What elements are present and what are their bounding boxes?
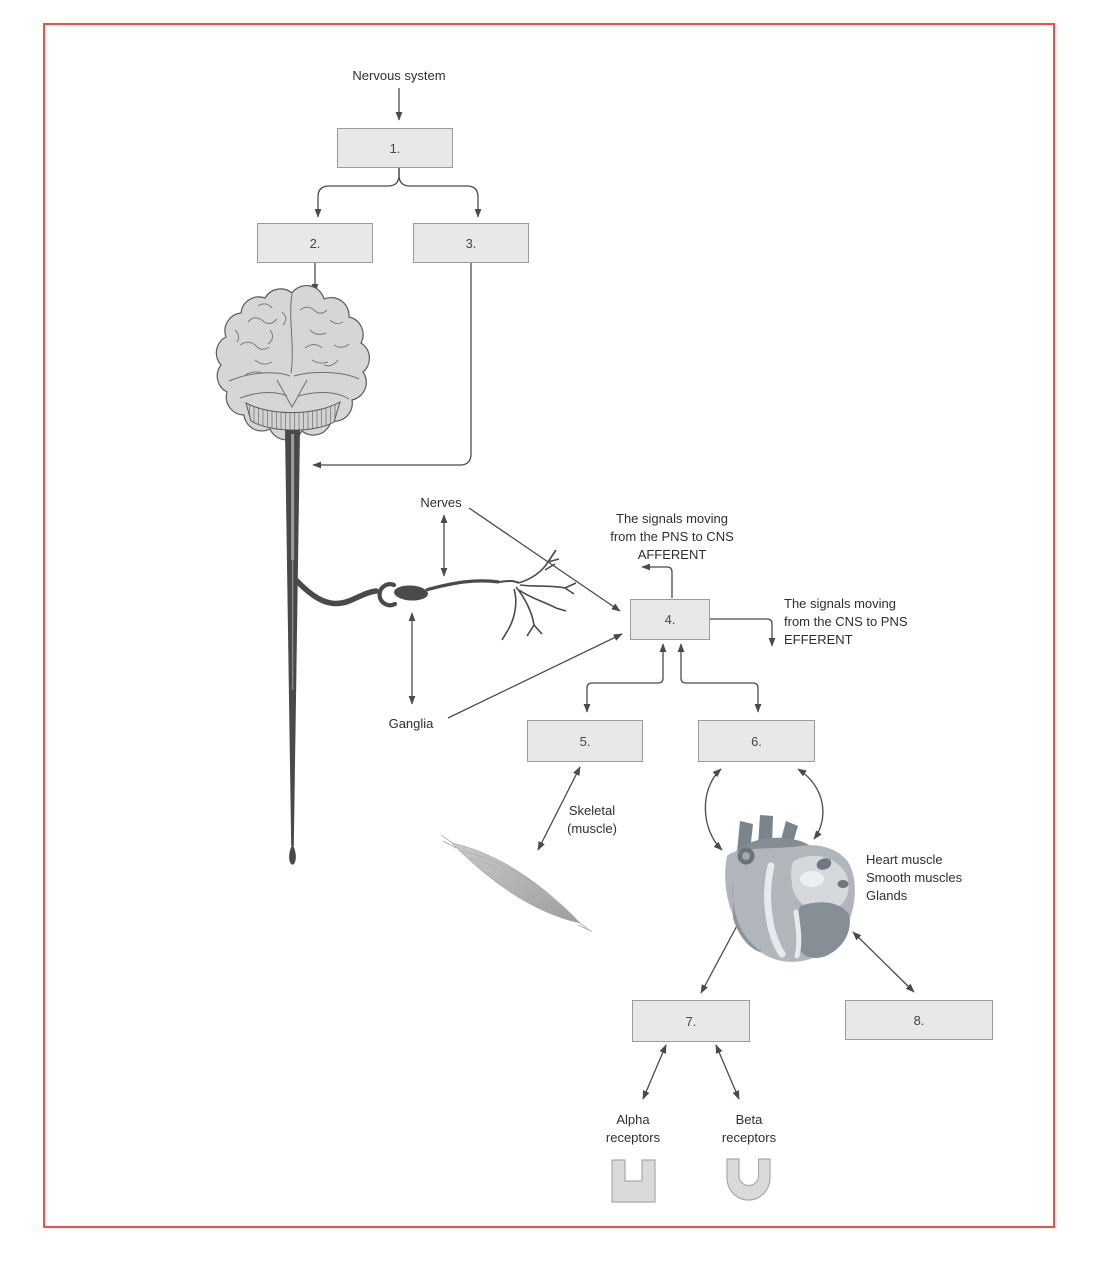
connector-box1-to-box3	[399, 168, 478, 217]
blank-box-7	[632, 1000, 750, 1042]
connector-box1-to-box2	[318, 168, 399, 217]
peripheral-nerve-illustration	[297, 550, 576, 640]
blank-box-2	[257, 223, 373, 263]
nervous-system-label: Nervous system	[352, 68, 446, 83]
blank-box-8	[845, 1000, 993, 1040]
line-ganglia-to-box4	[448, 634, 622, 718]
box-number: 5.	[579, 733, 591, 749]
arrow-box4-efferent	[710, 619, 772, 646]
blank-box-5	[527, 720, 643, 762]
arrow-box7-alpha	[643, 1045, 666, 1099]
autonomic-targets-label: Heart muscle Smooth muscles Glands	[866, 852, 963, 903]
box-number: 3.	[465, 235, 477, 251]
arrow-heart-box8	[853, 932, 914, 992]
arrow-box6-heart-left	[705, 769, 722, 850]
heart-illustration	[725, 815, 855, 962]
ganglion-illustration	[380, 584, 395, 605]
arrow-box6-heart-right	[798, 769, 823, 839]
connector-box4-box5	[587, 644, 663, 712]
box-number: 1.	[389, 140, 401, 156]
box-number: 8.	[913, 1012, 925, 1028]
spinal-cord-illustration	[285, 430, 300, 865]
blank-box-6	[698, 720, 815, 762]
skeletal-muscle-label: Skeletal (muscle)	[567, 803, 617, 836]
skeletal-muscle-illustration	[441, 835, 592, 932]
ganglia-label: Ganglia	[388, 716, 434, 731]
alpha-receptors-label: Alpha receptors	[605, 1112, 661, 1145]
nerve-dendrites	[502, 550, 576, 640]
brain-illustration	[216, 286, 369, 440]
box-number: 2.	[309, 235, 321, 251]
efferent-label: The signals moving from the CNS to PNS EFFERENT	[784, 596, 908, 647]
blank-box-3	[413, 223, 529, 263]
arrow-box7-beta	[716, 1045, 739, 1099]
arrow-box4-afferent	[642, 567, 672, 598]
connector-box4-box6	[681, 644, 758, 712]
nerves-label: Nerves	[420, 495, 462, 510]
beta-receptors-label: Beta receptors	[721, 1112, 777, 1145]
beta-receptor-shape	[727, 1159, 770, 1200]
blank-box-4	[630, 599, 710, 640]
box-number: 7.	[685, 1013, 697, 1029]
blank-box-1	[337, 128, 453, 168]
afferent-label: The signals moving from the PNS to CNS AFFERENT	[610, 511, 734, 562]
box-number: 4.	[664, 612, 676, 627]
box-number: 6.	[751, 733, 762, 749]
alpha-receptor-shape	[612, 1160, 655, 1202]
